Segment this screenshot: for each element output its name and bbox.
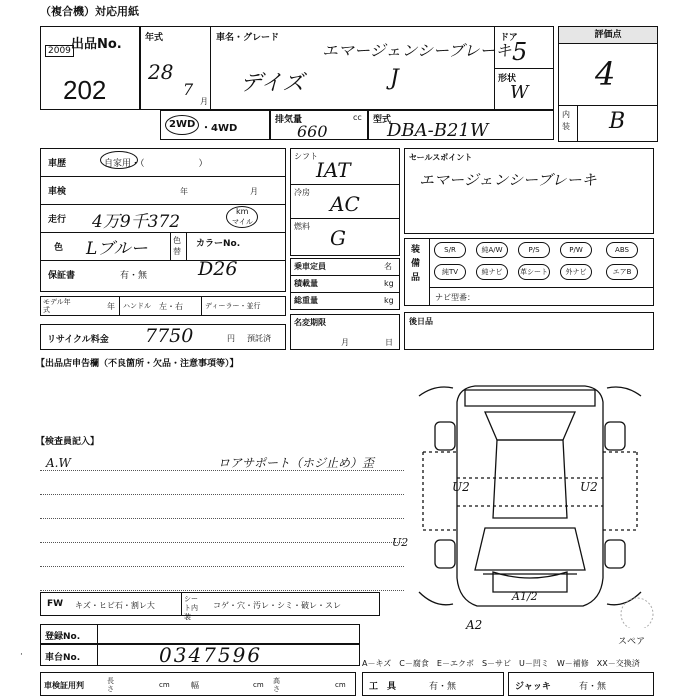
- color-value: Lブルー: [86, 239, 148, 259]
- car-grade-value: J: [390, 66, 399, 91]
- equipment-label: 装備品: [411, 245, 421, 283]
- lot-number-label: 出品No.: [71, 37, 122, 52]
- cert-unit-1: cm: [159, 681, 170, 689]
- capacity-label: 乗車定員: [294, 262, 326, 271]
- drive-box: [160, 110, 270, 140]
- score-box: [558, 26, 658, 142]
- later-date-box: [404, 312, 654, 350]
- seller-report-label: 【出品店申告欄（不良箇所・欠品・注意事項等）】: [36, 359, 239, 369]
- handle-label: ハンドル: [123, 302, 151, 310]
- equip-ps: P/S: [518, 242, 550, 258]
- tools-label: 工 具: [369, 682, 397, 692]
- displacement-box: [270, 110, 368, 140]
- history-circle: [100, 151, 138, 169]
- sales-point-label: セールスポイント: [409, 153, 473, 162]
- mark-left: U2: [452, 480, 470, 494]
- doors-value: 5: [512, 38, 528, 66]
- tools-value: 有・無: [429, 682, 457, 692]
- score-value: 4: [595, 55, 616, 93]
- equip-leather: 革シート: [518, 264, 550, 280]
- sales-point-box: [404, 148, 654, 234]
- grade-note: エマージェンシーブレーキ: [322, 41, 512, 60]
- fw-items: キズ・ヒビ石・割レ大: [75, 601, 155, 610]
- tools-box: [362, 672, 504, 696]
- registration-box: [40, 624, 360, 644]
- registration-label: 登録No.: [45, 632, 81, 642]
- equip-airbag: エアB: [606, 264, 638, 280]
- mark-outside: U2: [392, 536, 409, 549]
- inspection-month-unit: 月: [250, 187, 258, 196]
- recycle-label: リサイクル料金: [47, 335, 109, 345]
- warranty-value: 有・無: [120, 271, 148, 281]
- cert-box: [40, 672, 356, 696]
- seat-label: シート内装: [184, 595, 198, 621]
- history-label: 車歴: [48, 159, 67, 169]
- chassis-value: 0347596: [159, 643, 263, 667]
- model-code-box: [368, 110, 554, 140]
- car-model-value: デイズ: [240, 71, 305, 96]
- weight-label: 総重量: [294, 296, 318, 305]
- mileage-unit-mile: マイル: [232, 218, 253, 226]
- damage-legend: A－キズ C－腐食 E－エクボ S－サビ U－凹ミ W－補修 XX－交換済: [362, 659, 640, 668]
- jack-value: 有・無: [579, 682, 607, 692]
- load-label: 積載量: [294, 279, 318, 288]
- form-type-label: （複合機）対応用紙: [40, 5, 139, 18]
- equip-pw: P/W: [560, 242, 592, 258]
- inspector-note-left: A.W: [46, 456, 71, 470]
- sales-point-value: エマージェンシーブレーキ: [419, 171, 597, 189]
- displacement-label: 排気量: [275, 115, 303, 125]
- name-change-month: 月: [341, 338, 349, 347]
- model-code-label: 型式: [373, 115, 392, 125]
- car-name-label: 車名・グレード: [216, 33, 280, 43]
- navi-model-label: ナビ型番：: [435, 293, 475, 302]
- edge-mark: ·: [20, 650, 23, 660]
- recycle-deposit: 預託済: [247, 334, 271, 343]
- jack-label: ジャッキ: [515, 682, 551, 692]
- year-label: 年式: [145, 33, 164, 43]
- lot-year-tag: 2009: [45, 45, 74, 57]
- mark-bottom: A2: [466, 618, 483, 632]
- shape-value: W: [510, 82, 529, 103]
- displacement-value: 660: [297, 122, 328, 141]
- year-month-value: 7: [183, 80, 194, 99]
- name-change-day: 日: [385, 338, 393, 347]
- name-change-box: [290, 314, 400, 350]
- fuel-label: 燃料: [294, 222, 310, 231]
- recycle-box: [40, 324, 286, 350]
- capacity-unit: 名: [384, 262, 392, 271]
- chassis-label: 車台No.: [45, 653, 81, 663]
- inspection-label: 車検: [48, 187, 67, 197]
- lot-number-value: 202: [63, 75, 107, 105]
- weight-unit: kg: [384, 296, 394, 305]
- equip-navi: 純ナビ: [476, 264, 508, 280]
- lot-number-box: [40, 26, 140, 110]
- fuel-value: G: [330, 226, 346, 250]
- model-year-row: [40, 296, 286, 316]
- jack-box: [508, 672, 654, 696]
- aircon-value: AC: [330, 192, 360, 216]
- color-code-value: D26: [198, 258, 238, 280]
- warranty-label: 保証書: [48, 271, 76, 281]
- mileage-label: 走行: [48, 215, 67, 225]
- spare-label: スペア: [618, 637, 646, 647]
- inspector-note-right: ロアサポート（ホジ止め）歪: [218, 456, 375, 470]
- doors-label: ドア: [500, 33, 518, 43]
- equip-tv: 純TV: [434, 264, 466, 280]
- fw-label: FW: [47, 599, 64, 609]
- wheel-rear-right: [605, 540, 625, 568]
- inspector-label: 【検査員記入】: [36, 437, 100, 447]
- shape-label: 形状: [498, 74, 517, 84]
- color-label: 色: [54, 243, 64, 253]
- load-unit: kg: [384, 279, 394, 288]
- recycle-value: 7750: [145, 325, 194, 347]
- seat-items: コゲ・穴・汚レ・シミ・破レ・スレ: [213, 601, 341, 610]
- equip-ext-navi: 外ナビ: [560, 264, 592, 280]
- dealer-label: ディーラー・並行: [205, 302, 261, 310]
- mileage-value: 4万9千372: [92, 212, 181, 232]
- name-change-label: 名変期限: [294, 318, 326, 327]
- drive-2wd-circle: [165, 115, 199, 135]
- chassis-box: [40, 644, 360, 666]
- color-code-label: カラーNo.: [196, 239, 241, 249]
- handle-value: 左・右: [159, 302, 183, 311]
- mileage-unit-km: km: [236, 207, 249, 216]
- recycle-unit: 円: [227, 334, 235, 343]
- later-date-label: 後日品: [409, 317, 433, 326]
- year-month-suffix: 月: [200, 97, 208, 106]
- model-year-label: モデル年式: [43, 298, 71, 314]
- cert-label: 車検証用判: [44, 681, 84, 690]
- equip-alloy: 純A/W: [476, 242, 508, 258]
- shift-value: IAT: [316, 158, 351, 182]
- color-change-label: 色替: [173, 236, 181, 256]
- cert-height: 高さ: [273, 677, 280, 693]
- year-value: 28: [148, 60, 174, 84]
- drive-4wd-label: ・4WD: [201, 123, 238, 134]
- drive-2wd-label: 2WD: [169, 119, 196, 130]
- aircon-label: 冷房: [294, 188, 310, 197]
- inspection-year-unit: 年: [180, 187, 188, 196]
- model-code-value: DBA-B21W: [387, 120, 489, 141]
- mark-front: A1/2: [512, 590, 538, 603]
- wheel-front-left: [435, 422, 455, 450]
- cert-width: 幅: [191, 681, 199, 690]
- fw-row: [40, 592, 380, 621]
- model-year-unit: 年: [107, 302, 115, 311]
- cert-length: 長さ: [107, 677, 114, 693]
- equip-abs: ABS: [606, 242, 638, 258]
- history-value: 自家用・（ ）: [104, 159, 208, 169]
- cert-unit-3: cm: [335, 681, 346, 689]
- mark-right: U2: [580, 480, 598, 494]
- shift-label: シフト: [294, 152, 318, 161]
- wheel-rear-left: [435, 540, 455, 568]
- interior-label: 内装: [562, 110, 570, 131]
- wheel-front-right: [605, 422, 625, 450]
- score-label: 評価点: [559, 27, 657, 44]
- displacement-unit: cc: [353, 113, 362, 122]
- cert-unit-2: cm: [253, 681, 264, 689]
- equip-sr: S/R: [434, 242, 466, 258]
- interior-value: B: [609, 109, 626, 134]
- car-body-outline: [457, 386, 603, 606]
